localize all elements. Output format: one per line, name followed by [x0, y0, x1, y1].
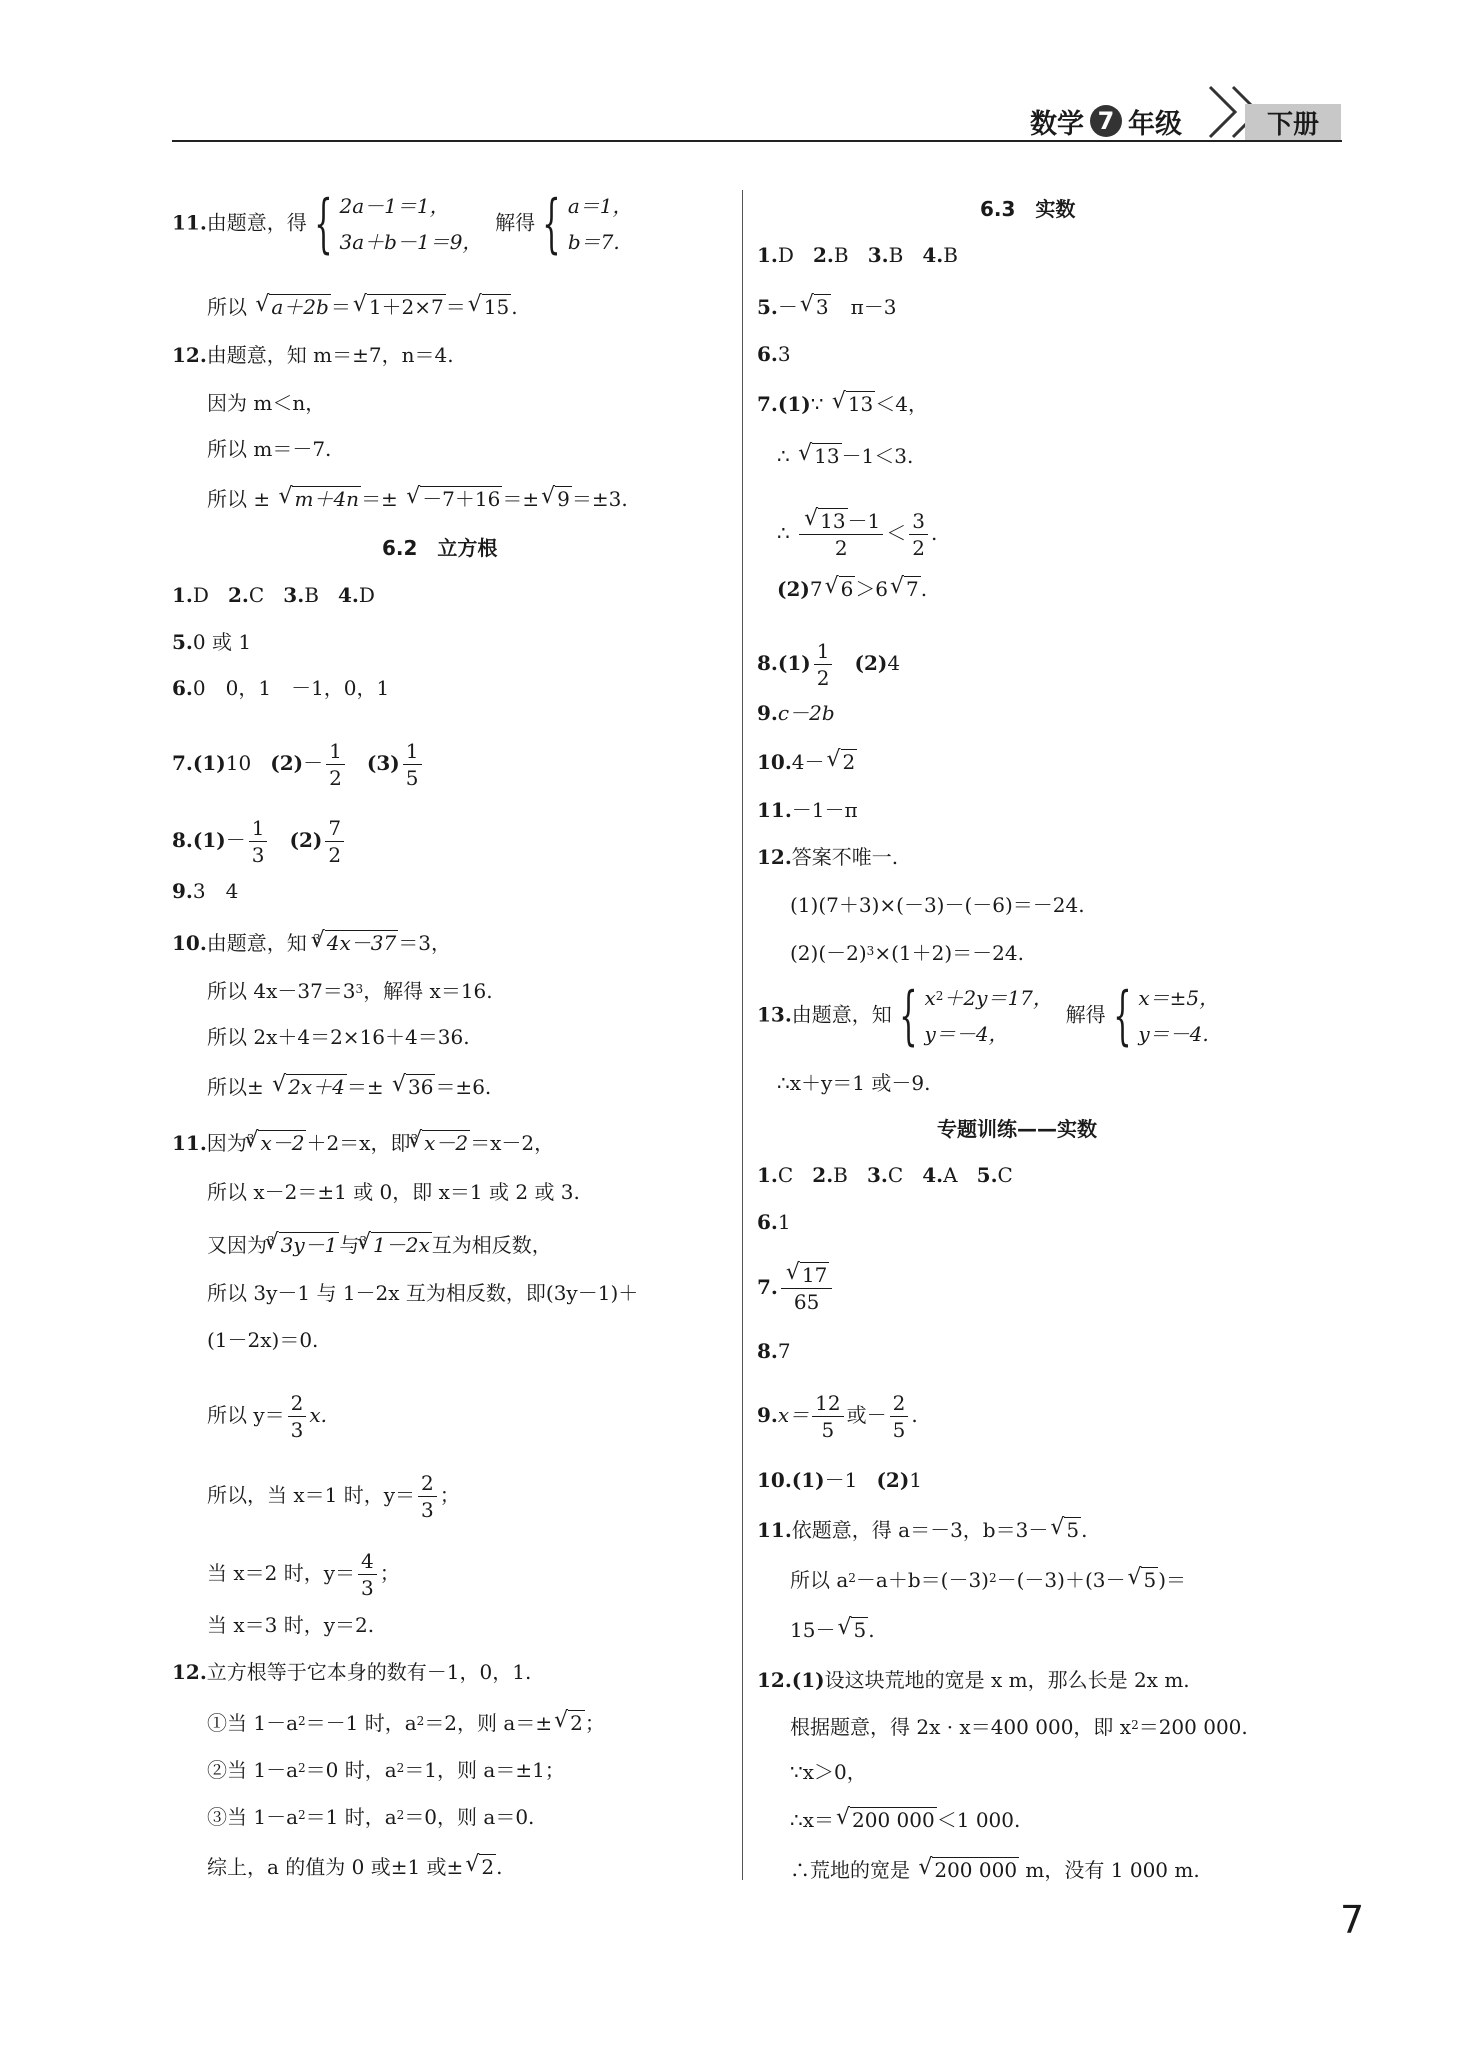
answer-12b-line2: ①当 $1-a^2=-1$ 时，$a^2=2$，则 a＝±√ 2 ； — [207, 1708, 605, 1738]
answer-11: 11.由题意，得 { 2a－1＝1， 3a＋b－1＝9， 解得 { a＝1， b＝7. — [172, 187, 633, 261]
r-answer-7-line4: (2)7√ 6 ＞6√ 7 . — [777, 574, 927, 604]
r-answers-1-4: 1.D 2.B 3.B 4.B — [757, 243, 958, 267]
section-title-6-2: 6.2 立方根 — [382, 536, 498, 560]
subject-label: 数学 — [1030, 108, 1084, 140]
header-title — [1030, 103, 1182, 139]
t-answer-11-line3: 15－√ 5 . — [790, 1615, 875, 1645]
answer-11b-line2: 所以 x－2＝±1 或 0，即 x＝1 或 2 或 3. — [207, 1180, 580, 1204]
answer-10-line4: 所以± √ 2x＋4 ＝± √ 36 ＝±6. — [207, 1072, 491, 1102]
answer-12-line4: 所以 ± √ m＋4n ＝± √ －7＋16 ＝±√ 9 ＝±3. — [207, 484, 628, 514]
answer-12-line3: 所以 m＝－7. — [207, 437, 332, 461]
answer-12b: 12.立方根等于它本身的数有－1，0，1. — [172, 1660, 532, 1684]
answer-9: 9.3 4 — [172, 879, 239, 903]
r-answer-13: 13.由题意，知 { $x^2+2y=17$， y＝－4， 解得 { x＝±5， y＝－4. — [757, 979, 1220, 1053]
r-answer-12-line3: $(2)(-2)^3\times(1+2)=-24$. — [790, 941, 1024, 965]
answer-11b-line6: 所以 y＝ $\frac{2}{3}$ x. — [207, 1391, 328, 1442]
grade-label: 年级 — [1128, 108, 1182, 140]
answer-7: 7.(1)10 (2)－ $\frac{1}{2}$ (3) $\frac{1}{5}$ — [172, 738, 425, 791]
answer-6: 6.0 0，1 －1，0，1 — [172, 676, 390, 700]
r-answer-9: 9.c－2b — [757, 701, 835, 725]
r-answer-12: 12.答案不唯一. — [757, 845, 899, 869]
answer-10-line2: 所以 $4x-37=3^3$，解得 x＝16. — [207, 979, 493, 1003]
t-answer-9: 9.x＝ $\frac{12}{5}$ 或－ $\frac{2}{5}$ . — [757, 1391, 918, 1442]
r-answer-6: 6.3 — [757, 342, 791, 366]
section-title-special: 专题训练——实数 — [937, 1117, 1097, 1141]
answer-11b-line3: 又因为$^3$√ 3y－1 与$^3$√ 1－2x 互为相反数， — [207, 1230, 552, 1260]
answer-11b-line8: 当 x＝2 时，y＝ $\frac{4}{3}$ ； — [207, 1549, 400, 1600]
answer-11b-line4: 所以 3y－1 与 1－2x 互为相反数，即(3y－1)＋ — [207, 1281, 639, 1305]
answer-5: 5.0 或 1 — [172, 630, 252, 654]
answer-12b-line5: 综上，a 的值为 0 或±1 或±√ 2 . — [207, 1852, 502, 1882]
answer-11b-line7: 所以，当 x＝1 时，y＝ $\frac{2}{3}$ ； — [207, 1471, 460, 1522]
r-answer-8: 8.(1) $\frac{1}{2}$ (2)4 — [757, 639, 901, 690]
r-answer-12-line2: (1)(7＋3)×(－3)－(－6)＝－24. — [790, 893, 1085, 917]
t-answer-11-line2: 所以 $a^2-a+b=(-3)^2-(-3)+(3-√$ 5 )＝ — [790, 1565, 1186, 1595]
t-answer-12: 12.(1)设这块荒地的宽是 x m，那么长是 2x m. — [757, 1668, 1190, 1692]
r-answer-5: 5.－√ 3 π－3 — [757, 292, 897, 322]
t-answer-12-line3: ∵x＞0， — [790, 1760, 867, 1784]
answer-10-line3: 所以 2x＋4＝2×16＋4＝36. — [207, 1025, 470, 1049]
t-answer-7: 7. √ $\frac{17}{65}$ — [757, 1262, 835, 1315]
header-rule — [172, 140, 1342, 142]
r-answer-13-line2: ∴x＋y＝1 或－9. — [777, 1071, 931, 1095]
t-answer-12-line2: 根据题意，得 2x · x＝400 000，即 $x^2=200$ 000. — [790, 1715, 1248, 1739]
answer-12-line2: 因为 m＜n， — [207, 391, 326, 415]
t-answer-11: 11.依题意，得 a＝－3，b＝3－√ 5 . — [757, 1515, 1087, 1545]
column-divider — [742, 190, 743, 1880]
answer-11b-line5: (1－2x)＝0. — [207, 1328, 319, 1352]
answer-8: 8.(1)－ $\frac{1}{3}$ (2) $\frac{7}{2}$ — [172, 815, 347, 868]
page-number: 7 — [1340, 1898, 1365, 1942]
answer-11-line2: 所以 √ a＋2b ＝√ 1＋2×7 ＝√ 15 . — [207, 292, 518, 322]
section-title-6-3: 6.3 实数 — [980, 197, 1076, 221]
r-answer-7: 7.(1)∵ √ 13 ＜4， — [757, 389, 928, 419]
r-answer-11: 11.－1－π — [757, 798, 858, 822]
t-answer-10: 10.(1)－1 (2)1 — [757, 1468, 923, 1492]
t-answer-8: 8.7 — [757, 1339, 791, 1363]
answer-10: 10.由题意，知 $^3$√ 4x－37 ＝3， — [172, 928, 451, 958]
r-answer-10: 10.4－√ 2 — [757, 747, 857, 777]
volume-tab: 下册 — [1245, 104, 1341, 140]
answer-11b-line9: 当 x＝3 时，y＝2. — [207, 1613, 375, 1637]
t-answers-1-5: 1.C 2.B 3.C 4.A 5.C — [757, 1163, 1013, 1187]
grade-badge: 7 — [1090, 105, 1122, 137]
answer-12b-line4: ③当 $1-a^2=1$ 时，$a^2=0$，则 a＝0. — [207, 1805, 535, 1829]
t-answer-12-line4: ∴x＝√ 200 000 ＜1 000. — [790, 1805, 1020, 1835]
answer-12: 12.由题意，知 m＝±7，n＝4. — [172, 343, 454, 367]
r-answer-7-line3: ∴ √ $\frac{13 -1}{2}$ ＜ $\frac{3}{2}$ . — [777, 508, 937, 561]
r-answer-7-line2: ∴ √ 13 －1＜3. — [777, 441, 913, 471]
answer-12b-line3: ②当 $1-a^2=0$ 时，$a^2=1$，则 a＝±1； — [207, 1758, 565, 1782]
answer-11b: 11.因为$^3$√ x－2 ＋2＝x，即$^3$√ x－2 ＝x－2， — [172, 1128, 554, 1158]
t-answer-6: 6.1 — [757, 1210, 791, 1234]
t-answer-12-line5: ∴荒地的宽是 √ 200 000 m，没有 1 000 m. — [790, 1855, 1200, 1885]
answers-1-4: 1.D 2.C 3.B 4.D — [172, 583, 375, 607]
